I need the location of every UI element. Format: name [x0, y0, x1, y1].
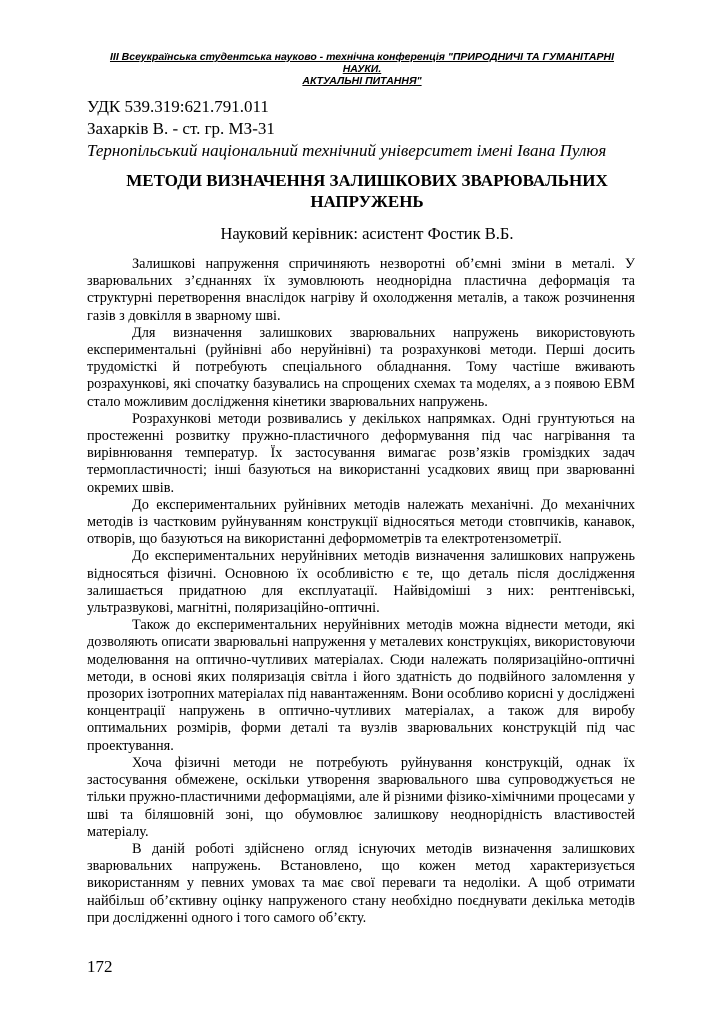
paragraph: Хоча фізичні методи не потребують руйнування конструкцій, однак їх застосування обмежене, оскільки утворення зварювального шва супроводжується не тільки пружно-пластичними деформаціями, але й різними фізико-хімічними процесами у шві та біляшовній зоні, що обумовлює залишкову неоднорідність властивостей матеріалу.	[87, 754, 635, 840]
title-line-1: МЕТОДИ ВИЗНАЧЕННЯ ЗАЛИШКОВИХ ЗВАРЮВАЛЬНИХ	[126, 171, 608, 190]
paragraph: В даній роботі здійснено огляд існуючих методів визначення залишкових зварювальних напружень. Встановлено, що кожен метод характеризується використанням у певних умовах та має свої переваги та недоліки. А щоб отримати найбільш об’єктивну оцінку напруженого стану необхідно поєднувати декілька методів при дослідженні одного і того самого об’єкту.	[87, 840, 635, 926]
article-title	[87, 170, 647, 212]
paragraph: До експериментальних руйнівних методів належать механічні. До механічних методів із частковим руйнуванням конструкції відносяться методи стовпчиків, канавок, отворів, що базуються на використанні деформометрів та електротензометрії.	[87, 496, 635, 548]
university: Тернопільський національний технічний університет імені Івана Пулюя	[87, 141, 607, 160]
author: Захарків В. - ст. гр. МЗ-31	[87, 119, 275, 138]
paragraph: До експериментальних неруйнівних методів визначення залишкових напружень відносяться фізичні. Основною їх особливістю є те, що деталь після дослідження залишається придатною для експлуатації. Найвідоміші з них: рентгенівські, ультразвукові, магнітні, поляризаційно-оптичні.	[87, 548, 635, 617]
page-number: 172	[87, 957, 113, 976]
conference-header-line-2: АКТУАЛЬНІ ПИТАННЯ"	[302, 75, 422, 87]
conference-header-line-1: III Всеукраїнська студентська науково - технічна конференція "ПРИРОДНИЧІ ТА ГУМАНІТАРНІ НАУКИ.	[109, 51, 615, 75]
title-line-2: НАПРУЖЕНЬ	[310, 192, 424, 211]
paragraph: Розрахункові методи розвивались у декількох напрямках. Одні грунтуються на простеженні розвитку пружно-пластичного деформування під час нагрівання та вирівнювання температур. Їх застосування вимагає розв’язків громіздких задач термопластичності; інші базуються на використанні усадкових явищ при зварюванні окремих швів.	[87, 410, 635, 496]
article-meta	[87, 96, 647, 162]
article-body	[87, 256, 635, 927]
supervisor: Науковий керівник: асистент Фостик В.Б.	[220, 224, 514, 243]
paragraph: Для визначення залишкових зварювальних напружень використовують експериментальні (руйнівні або неруйнівні) та розрахункові методи. Перші досить трудомісткі й потребують спеціального обладнання. Тому частіше вживають розрахункові, які спочатку базувались на спрощених схемах та моделях, а з появою ЕВМ стало можливим дослідження кінетики зварювальних напружень.	[87, 324, 635, 410]
paragraph: Залишкові напруження спричиняють незворотні об’ємні зміни в металі. У зварювальних з’єднаннях їх зумовлюють неоднорідна пластична деформація та структурні перетворення внаслідок нагріву й охолодження металів, а також розчинення газів з довкілля в зварному шві.	[87, 256, 635, 324]
conference-header	[100, 51, 624, 87]
paragraph: Також до експериментальних неруйнівних методів можна віднести методи, які дозволяють описати зварювальні напруження у металевих конструкціях, використовуючи моделювання на оптично-чутливих матеріалах. Сюди належать поляризаційно-оптичні методи, в основі яких поляризація світла і його здатність до подвійного заломлення у прозорих ізотропних матеріалах під навантаженням. Вони особливо корисні у досліджені концентрації напружень в оптично-чутливих матеріалах, а також для виробу оптимальних розмірів, форми деталі та вузлів зварювальних конструкцій під час проектування.	[87, 617, 635, 754]
udc-code: УДК 539.319:621.791.011	[87, 97, 269, 116]
